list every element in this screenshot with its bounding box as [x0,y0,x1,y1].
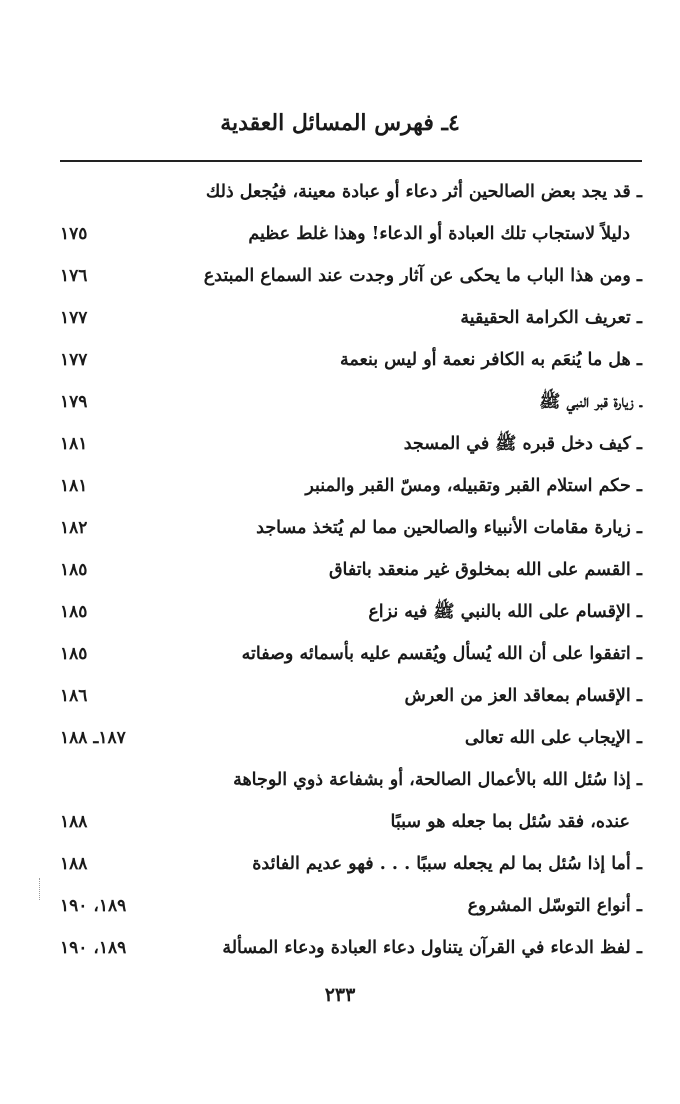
index-entry [60,634,642,674]
page-title: ٤ـ فهرس المسائل العقدية [220,110,460,136]
entry-text: ـ إذا سُئل الله بالأعمال الصالحة، أو بشفاعة ذوي الوجاهة [233,770,642,790]
entry-text: ـ ومن هذا الباب ما يحكى عن آثار وجدت عند السماع المبتدع [203,266,642,286]
index-entry [60,172,642,212]
entry-text: ـ زيارة قبر النبي ﷺ [539,392,642,412]
index-entry [60,256,642,296]
entry-page: ١٧٧ [60,308,88,328]
index-entry [60,550,642,590]
index-entry [60,886,642,926]
entry-text: ـ أنواع التوسّل المشروع [467,896,642,916]
index-entry [60,802,642,842]
entry-text: ـ قد يجد بعض الصالحين أثر دعاء أو عبادة معينة، فيُجعل ذلك [205,182,642,202]
entry-page: ١٨٩، ١٩٠ [60,896,127,916]
entry-page: ١٨١ [60,434,88,454]
entry-text: ـ لفظ الدعاء في القرآن يتناول دعاء العبادة ودعاء المسألة [222,938,642,958]
entry-page: ١٨٥ [60,644,88,664]
entry-text: ـ زيارة مقامات الأنبياء والصالحين مما لم يُتخذ مساجد [256,518,642,538]
entry-text: ـ أما إذا سُئل بما لم يجعله سببًا . . . فهو عديم الفائدة [252,854,642,874]
entry-text: ـ كيف دخل قبره ﷺ في المسجد [403,434,642,454]
entry-page: ١٨٨ [60,854,88,874]
entry-page: ١٨٨ [60,812,88,832]
entry-page: ١٨١ [60,476,88,496]
entry-page: ١٨٥ [60,560,88,580]
entry-text: ـ اتفقوا على أن الله يُسأل ويُقسم عليه بأسمائه وصفاته [241,644,642,664]
entry-text: ـ الإقسام على الله بالنبي ﷺ فيه نزاع [368,602,642,622]
title-divider [60,160,642,162]
index-entry [60,214,642,254]
entry-page: ١٨٧ـ ١٨٨ [60,728,126,748]
page-number: ٢٣٣ [324,984,356,1006]
index-entry [60,760,642,800]
entry-text: ـ حكم استلام القبر وتقبيله، ومسّ القبر والمنبر [305,476,642,496]
entry-text: ـ القسم على الله بمخلوق غير منعقد باتفاق [328,560,642,580]
entry-page: ١٨٦ [60,686,88,706]
index-entry [60,466,642,506]
entry-text: ـ تعريف الكرامة الحقيقية [460,308,642,328]
index-entry [60,844,642,884]
index-entry [60,718,642,758]
entry-page: ١٧٦ [60,266,88,286]
index-entry [60,676,642,716]
entry-text: دليلاً لاستجاب تلك العبادة أو الدعاء! وهذا غلط عظيم [248,224,630,244]
entry-text: ـ الإيجاب على الله تعالى [464,728,642,748]
index-entry [60,928,642,968]
entry-page: ١٧٧ [60,350,88,370]
index-entry [60,424,642,464]
index-entry [60,340,642,380]
entry-page: ١٧٩ [60,392,88,412]
entry-page: ١٧٥ [60,224,88,244]
entry-page: ١٨٥ [60,602,88,622]
margin-mark [39,878,41,900]
entry-page: ١٨٢ [60,518,88,538]
entry-page: ١٨٩، ١٩٠ [60,938,127,958]
index-entry [60,298,642,338]
index-entry [60,508,642,548]
entry-text: ـ هل ما يُنعَم به الكافر نعمة أو ليس بنعمة [340,350,642,370]
index-entry [60,592,642,632]
entry-text: ـ الإقسام بمعاقد العز من العرش [404,686,642,706]
index-entry [60,382,642,422]
entry-text: عنده، فقد سُئل بما جعله هو سببًا [390,812,630,832]
